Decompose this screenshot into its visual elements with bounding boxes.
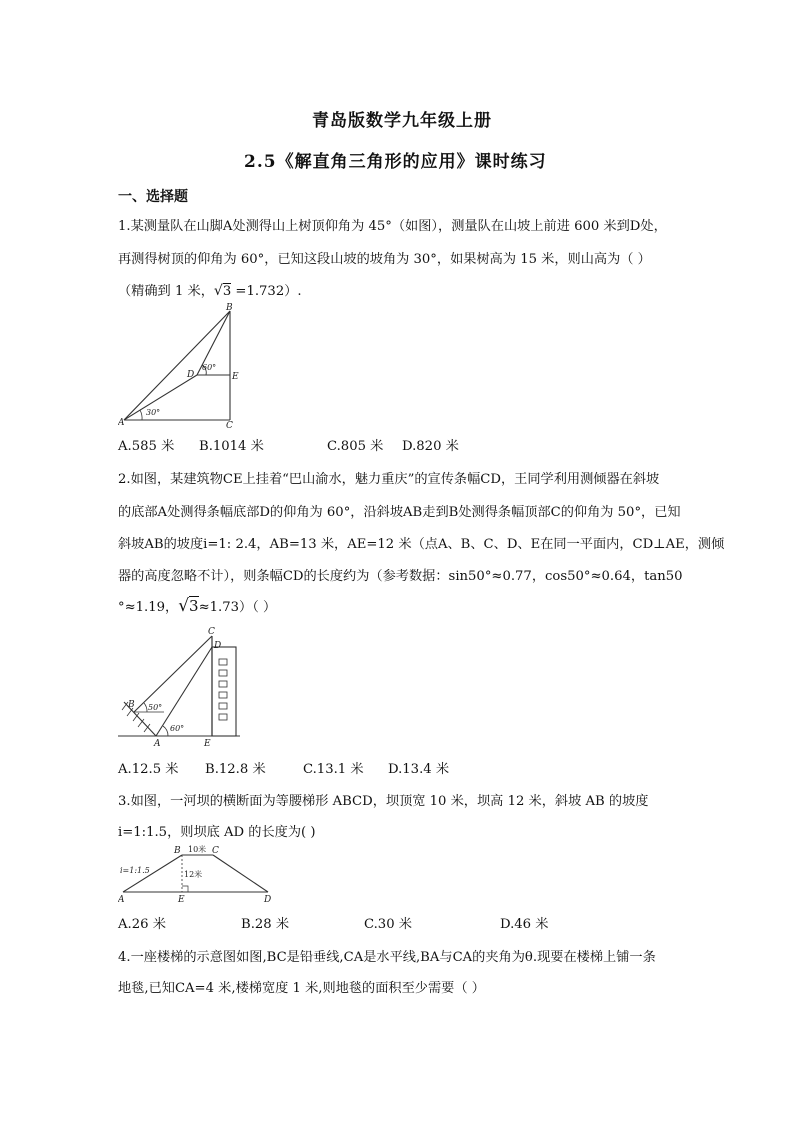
q2-figure [118,624,240,748]
sqrt-symbol: √ [178,596,190,616]
section-heading: 一、选择题 [118,189,188,205]
q2-option-a[interactable]: A.12.5 米 [118,762,179,777]
q2-label-e: E [204,739,211,748]
q3-option-d[interactable]: D.46 米 [500,917,549,932]
q1-label-c: C [226,421,233,428]
q2-option-c[interactable]: C.13.1 米 [303,762,364,777]
q1-figure [118,303,248,428]
q1-option-a[interactable]: A.585 米 [118,439,175,454]
q3-label-height: 12米 [184,870,203,879]
sqrt-symbol: √ [213,283,223,299]
q2-label-c: C [208,627,215,637]
q3-line-1: 3.如图，一河坝的横断面为等腰梯形 ABCD，坝顶宽 10 米，坝高 12 米，斜坡 AB 的坡度 [118,794,649,809]
q2-label-angle-b: 50° [148,703,163,712]
q2-line-3: 斜坡AB的坡度i=1: 2.4，AB=13 米，AE=12 米（点A、B、C、D、E在同一平面内，CD⊥AE，测倾 [118,537,725,552]
q3-label-a: A [118,895,125,904]
q2-line-5 [118,596,276,616]
q1-line-3 [118,280,302,299]
q2-ref-text: °≈1.19， [118,600,179,615]
q3-figure [118,842,278,904]
q1-precision-text: （精确到 1 米， [118,284,214,299]
q3-option-a[interactable]: A.26 米 [118,917,166,932]
q1-label-angle-top: 60° [202,363,217,372]
q3-label-top: 10米 [188,845,207,854]
q4-line-2: 地毯,已知CA=4 米,楼梯宽度 1 米,则地毯的面积至少需要（ ） [118,981,485,996]
q2-root-value: 3 [189,597,199,615]
q1-label-a: A [118,418,125,428]
q1-root-value: 3 [222,284,232,299]
q2-option-d[interactable]: D.13.4 米 [388,762,450,777]
q1-label-angle-base: 30° [146,408,161,417]
q3-label-c: C [212,846,219,856]
q3-label-d: D [264,895,272,904]
q3-label-slope: i=1:1.5 [120,866,150,875]
q1-label-e: E [232,372,239,382]
q2-label-b: B [128,700,135,710]
q2-option-b[interactable]: B.12.8 米 [205,762,266,777]
q1-line-1: 1.某测量队在山脚A处测得山上树顶仰角为 45°（如图），测量队在山坡上前进 600 米到D处， [118,219,667,234]
q1-option-c[interactable]: C.805 米 [327,439,384,454]
q2-label-angle-a: 60° [170,724,185,733]
q1-option-b[interactable]: B.1014 米 [199,439,264,454]
q1-label-d: D [187,370,195,380]
q3-option-b[interactable]: B.28 米 [241,917,290,932]
q2-line-4: 器的高度忽略不计），则条幅CD的长度约为（参考数据：sin50°≈0.77，cos50°≈0.64，tan50 [118,569,683,584]
q4-line-1: 4.一座楼梯的示意图如图,BC是铅垂线,CA是水平线,BA与CA的夹角为θ.现要在楼梯上铺一条 [118,950,656,965]
q1-precision-value: =1.732）. [231,284,302,299]
page-subtitle: 2.5《解直角三角形的应用》课时练习 [244,152,547,172]
q1-label-b: B [226,303,233,313]
q2-line-1: 2.如图，某建筑物CE上挂着“巴山渝水，魅力重庆”的宣传条幅CD，王同学利用测倾器在斜坡 [118,472,660,487]
q3-line-2: i=1:1.5，则坝底 AD 的长度为( ) [118,825,316,840]
q1-option-d[interactable]: D.820 米 [402,439,459,454]
q2-label-a: A [154,739,161,748]
q3-option-c[interactable]: C.30 米 [364,917,412,932]
q2-line-2: 的底部A处测得条幅底部D的仰角为 60°，沿斜坡AB走到B处测得条幅顶部C的仰角为 50°，已知 [118,505,681,520]
q3-label-e: E [178,895,185,904]
q1-line-2: 再测得树顶的仰角为 60°，已知这段山坡的坡角为 30°，如果树高为 15 米，则山高为（ ） [118,252,651,267]
q3-label-b: B [174,846,181,856]
page-title: 青岛版数学九年级上册 [312,111,492,131]
q2-ref-value: ≈1.73）（ ） [198,600,277,615]
q2-label-d: D [214,641,222,651]
